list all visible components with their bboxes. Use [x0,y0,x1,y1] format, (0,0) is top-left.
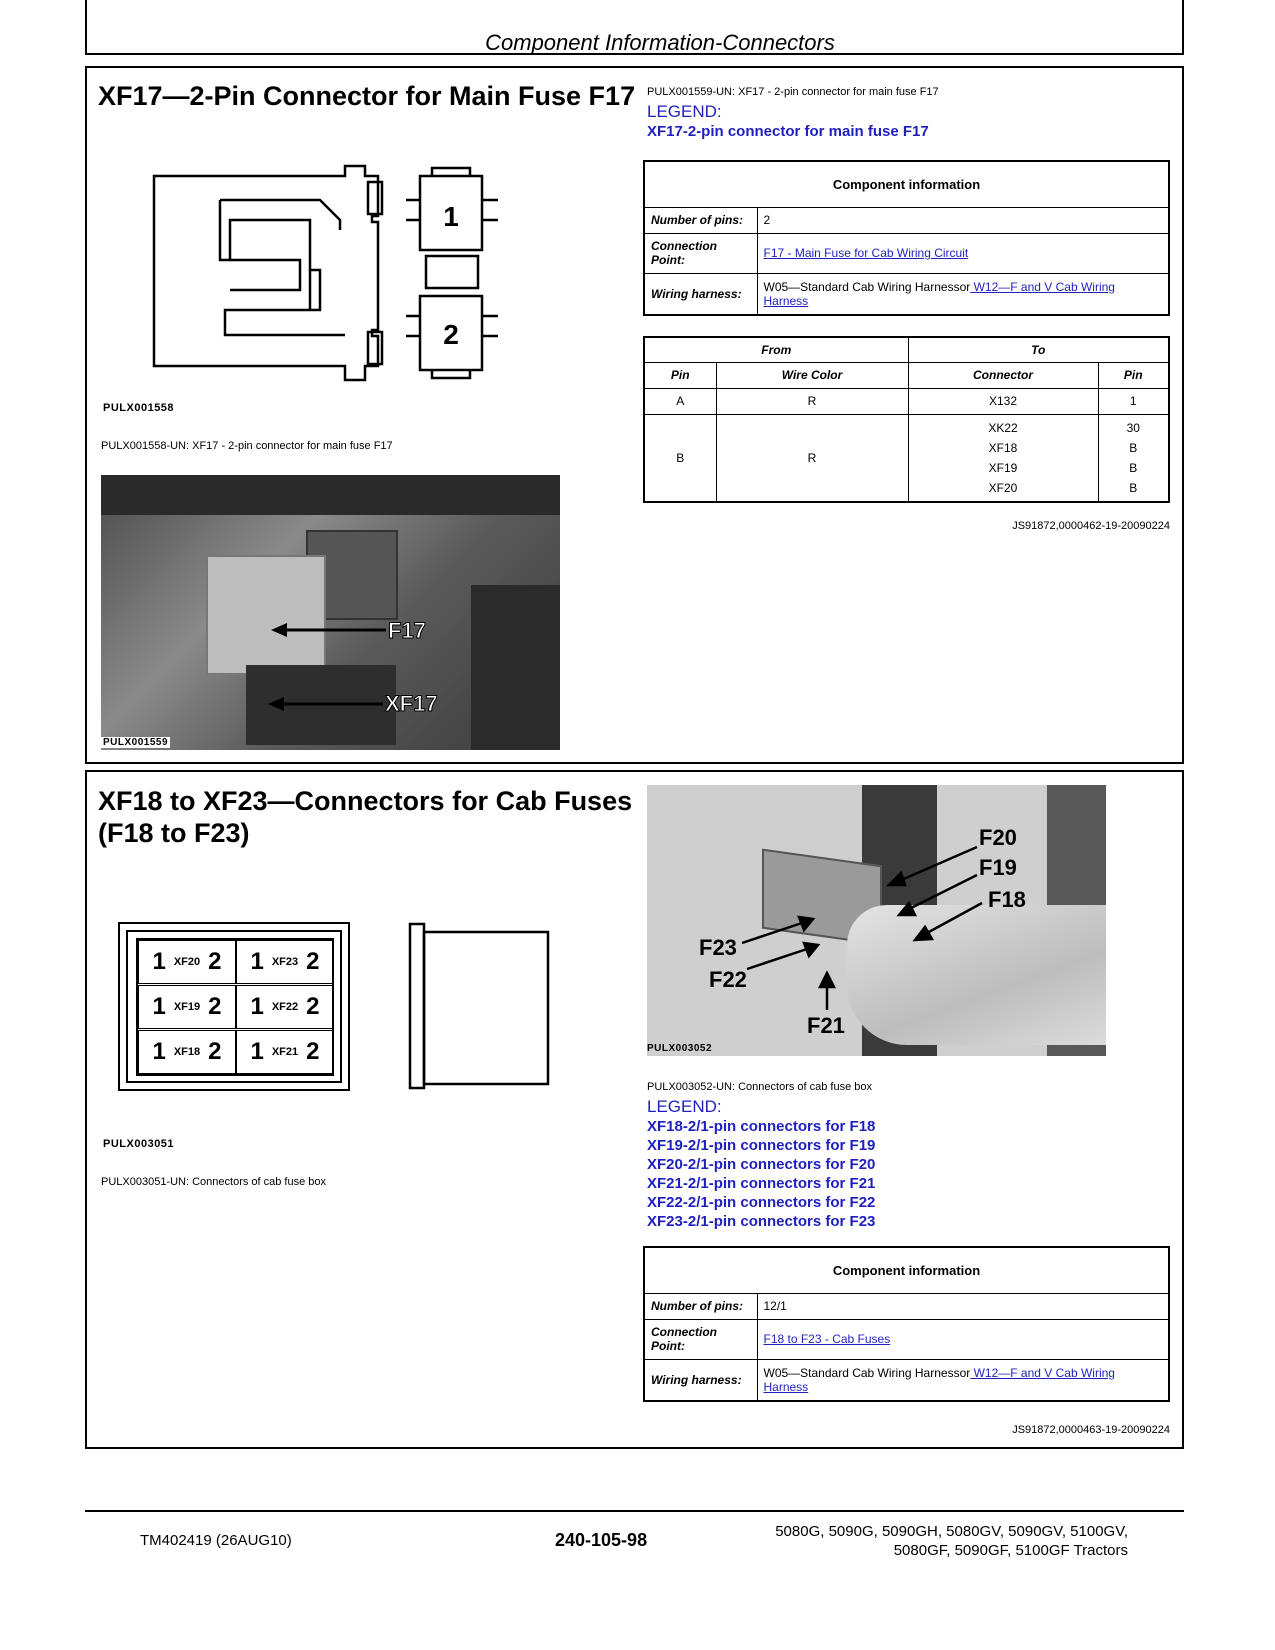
xf17-component-info-table [643,160,1170,316]
row-b-connector: XF19 [988,460,1018,475]
cab-fuses-reference-id: JS91872,0000463-19-20090224 [1012,1424,1170,1436]
legend-item: XF20-2/1-pin connectors for F20 [647,1156,876,1173]
fuse-cell: 1 XF18 2 [138,1030,236,1074]
fuse-cell: 1 XF19 2 [138,985,236,1029]
xf17-reference-id: JS91872,0000462-19-20090224 [1012,520,1170,532]
xf17-connector-drawing [150,160,510,390]
callout-f19: F19 [979,855,1017,880]
row-a-wire: R [716,388,908,414]
callout-f22: F22 [709,967,747,992]
fuse-grid [136,938,334,1076]
ci2-harness-link[interactable]: W12—F and V Cab Wiring Harness [763,1365,1115,1394]
cab-fuses-photo [647,785,1106,1056]
row-b-to-pin: B [1129,440,1138,455]
ci2-harness-label: Wiring harness: [644,1359,757,1401]
row-b-to-pin: B [1129,480,1138,495]
ci2-connection-label: Connection Point: [644,1319,757,1359]
fuse-box-figure-caption: PULX003051-UN: Connectors of cab fuse box [101,1176,327,1188]
pin-table-to: To [908,337,1169,362]
cab-fuses-photo-arrows [647,785,1106,1056]
footer-rule [85,1510,1184,1512]
pin-table-from: From [644,337,908,362]
fuse-box-figure-id: PULX003051 [103,1138,175,1150]
ci-pins-value: 2 [757,207,1169,233]
ci2-pins-value: 12/1 [757,1293,1169,1319]
ci-harness-label: Wiring harness: [644,273,757,315]
fuse-box-side-view [405,920,553,1092]
section-xf18-title [98,785,632,849]
xf17-pin2-label: 2 [443,319,459,350]
callout-xf17: XF17 [385,691,438,716]
callout-f18: F18 [988,887,1026,912]
callout-f23: F23 [699,935,737,960]
col-connector: Connector [908,362,1098,388]
cab-fuses-component-info-table [643,1246,1170,1402]
ci2-heading: Component information [644,1247,1169,1293]
row-b-connector: XF20 [988,480,1018,495]
row-b-wire: R [716,414,908,502]
col-to-pin: Pin [1098,362,1169,388]
cab-fuses-legend-list [647,1117,875,1231]
xf17-photo-caption: PULX001559-UN: XF17 - 2-pin connector for main fuse F17 [647,86,939,98]
xf17-figure-caption: PULX001558-UN: XF17 - 2-pin connector for main fuse F17 [101,440,393,452]
col-pin: Pin [644,362,716,388]
ci-connection-link[interactable]: F17 - Main Fuse for Cab Wiring Circuit [763,246,969,260]
cab-fuses-photo-id: PULX003052 [647,1043,713,1054]
row-a-connector: X132 [908,388,1098,414]
ci-pins-label: Number of pins: [644,207,757,233]
ci-harness-link[interactable]: W12—F and V Cab Wiring Harness [763,279,1115,308]
section-xf18-title-line2: (F18 to F23) [98,818,250,848]
row-b-to-pin: 30 [1126,420,1140,435]
fuse-cell: 1 XF20 2 [138,940,236,984]
footer-models [700,1522,1128,1560]
callout-f17: F17 [388,618,426,643]
xf17-photo [101,475,560,750]
fuse-cell: 1 XF22 2 [236,985,334,1029]
callout-f20: F20 [979,825,1017,850]
ci2-pins-label: Number of pins: [644,1293,757,1319]
row-b-connector: XK22 [988,420,1018,435]
legend-item: XF23-2/1-pin connectors for F23 [647,1213,876,1230]
col-wire-color: Wire Color [716,362,908,388]
cab-fuses-photo-caption: PULX003052-UN: Connectors of cab fuse box [647,1081,873,1093]
footer-models-line1: 5080G, 5090G, 5090GH, 5080GV, 5090GV, 5100GV, [775,1523,1128,1540]
section-xf18-title-line1: XF18 to XF23—Connectors for Cab Fuses [98,786,633,816]
footer-page-number: 240-105-98 [555,1530,648,1550]
legend-item: XF18-2/1-pin connectors for F18 [647,1118,876,1135]
legend-item: XF22-2/1-pin connectors for F22 [647,1194,876,1211]
row-b-to-pin: B [1129,460,1138,475]
xf17-legend-item: XF17-2-pin connector for main fuse F17 [647,123,929,140]
table-row [644,388,1169,414]
xf17-legend-heading: LEGEND: [647,102,722,121]
xf17-photo-arrows [101,475,560,750]
table-row [644,414,1169,502]
footer-doc-number: TM402419 (26AUG10) [140,1532,292,1549]
callout-f21: F21 [807,1013,845,1038]
ci2-connection-link[interactable]: F18 to F23 - Cab Fuses [763,1332,891,1346]
ci2-harness-text: W05—Standard Cab Wiring Harnessor [763,1365,971,1380]
legend-item: XF19-2/1-pin connectors for F19 [647,1137,876,1154]
footer-models-line2: 5080GF, 5090GF, 5100GF Tractors [893,1542,1128,1559]
row-b-connector: XF18 [988,440,1018,455]
xf17-pin-table [643,336,1170,503]
row-b-pin: B [644,414,716,502]
legend-item: XF21-2/1-pin connectors for F21 [647,1175,876,1192]
cab-fuses-legend-heading: LEGEND: [647,1097,722,1116]
section-xf17-title: XF17—2-Pin Connector for Main Fuse F17 [98,81,636,111]
page-header-title: Component Information-Connectors [485,30,835,55]
xf17-pin1-label: 1 [443,201,459,232]
fuse-cell: 1 XF23 2 [236,940,334,984]
ci-connection-label: Connection Point: [644,233,757,273]
ci-heading: Component information [644,161,1169,207]
fuse-cell: 1 XF21 2 [236,1030,334,1074]
row-a-to-pin: 1 [1098,388,1169,414]
row-a-pin: A [644,388,716,414]
xf17-photo-id: PULX001559 [103,737,169,748]
xf17-figure-id: PULX001558 [103,402,175,414]
ci-harness-text: W05—Standard Cab Wiring Harnessor [763,279,971,294]
